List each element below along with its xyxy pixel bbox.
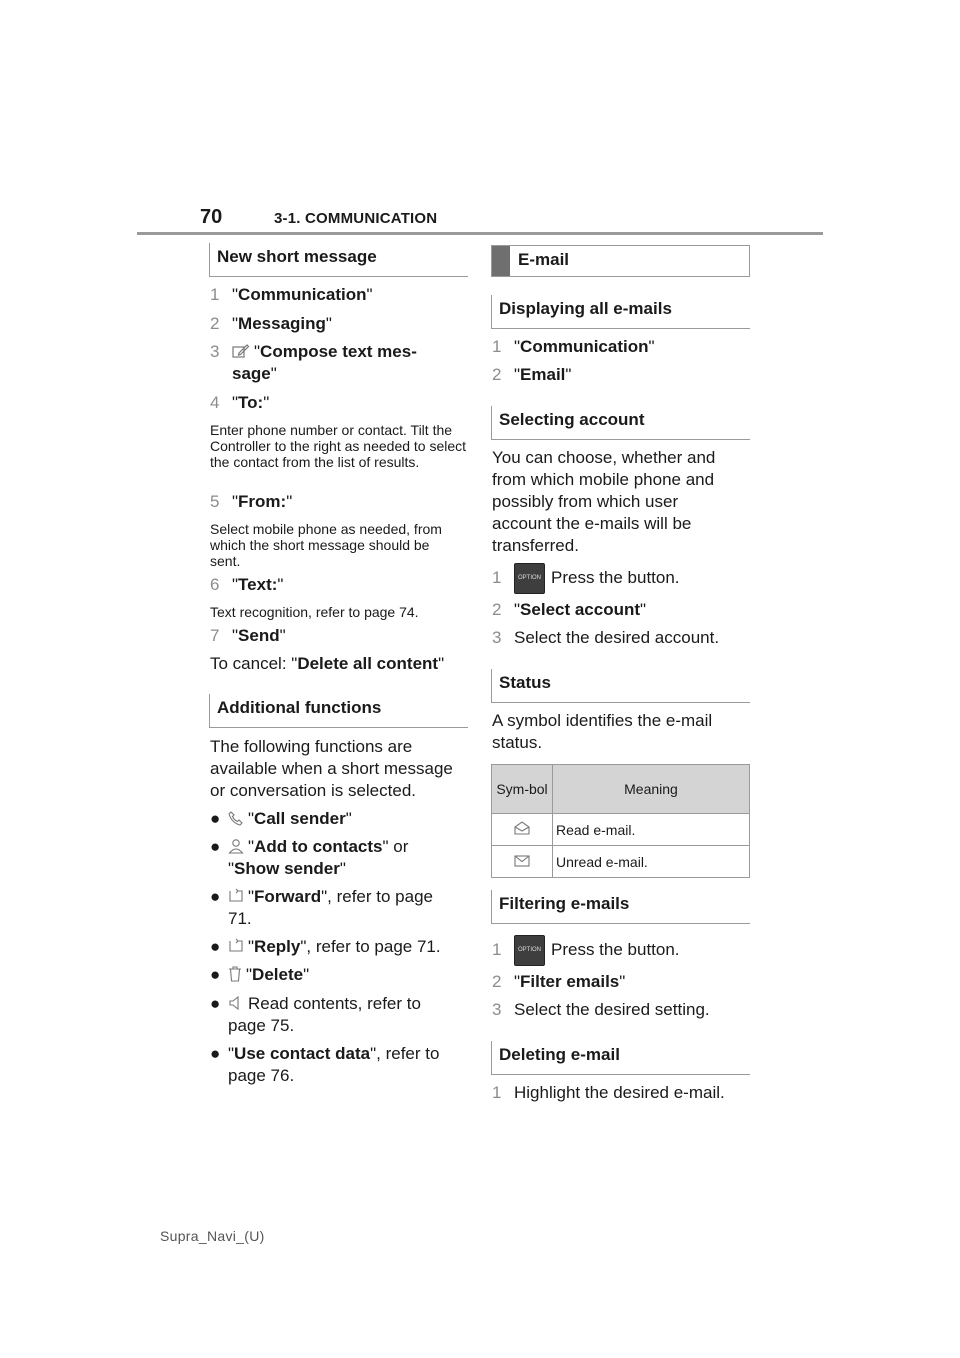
heading-new-short-message [209, 243, 468, 277]
section-marker [492, 246, 510, 276]
table-cell-meaning: Unread e-mail. [553, 846, 750, 878]
person-icon [228, 838, 244, 860]
selecting-intro: You can choose, whether and from which mobile phone and possibly from which user account the e-mails will be transferred. [492, 448, 716, 555]
bullet-use-contact-data-line2: page 76. [228, 1066, 295, 1085]
table-cell-meaning: Read e-mail. [553, 814, 750, 846]
step-send: 7 "Send" [210, 626, 286, 645]
step-communication: 1 "Communication" [210, 285, 373, 304]
step-compose-line2: sage" [232, 364, 277, 383]
heading-additional-functions: Additional functions [209, 694, 468, 728]
speaker-icon [228, 995, 244, 1017]
step-messaging: 2 "Messaging" [210, 314, 332, 333]
bullet-add-contacts-line2: "Show sender" [228, 859, 346, 878]
step-to: 4 "To:" [210, 393, 270, 412]
step-highlight-email: 1 Highlight the desired e-mail. [492, 1083, 725, 1102]
bullet: ● [210, 809, 221, 828]
bullet-call-sender: ● "Call sender" [210, 808, 352, 832]
phone-icon [228, 810, 244, 832]
heading-selecting-account: Selecting account [491, 406, 750, 440]
table-header-row [492, 765, 750, 814]
step-compose: 3 "Compose text mes- [210, 341, 417, 365]
bullet-forward-line2: 71. [228, 909, 252, 928]
status-intro: A symbol identifies the e-mail status. [492, 711, 713, 752]
bullet-read-contents-line2: page 75. [228, 1016, 295, 1035]
compose-icon [232, 343, 250, 365]
bullet-read-contents: ● Read contents, refer to [210, 993, 421, 1017]
note-text: Text recognition, refer to page 74. [210, 604, 419, 620]
forward-icon [228, 888, 244, 910]
bullet-forward: ● "Forward", refer to page [210, 886, 433, 910]
step-select-desired-setting: 3 Select the desired setting. [492, 1000, 710, 1019]
heading-text: New short message [217, 247, 377, 266]
step-text: 6 "Text:" [210, 575, 284, 594]
note-from: Select mobile phone as needed, from which the short message should be sent. [210, 521, 442, 569]
bullet-reply: ● "Reply", refer to page 71. [210, 936, 441, 960]
heading-status: Status [491, 669, 750, 703]
step-communication-email: 1 "Communication" [492, 337, 655, 356]
trash-icon [228, 966, 242, 988]
open-envelope-icon [514, 822, 530, 838]
heading-filtering-emails: Filtering e-mails [491, 890, 750, 924]
note-to: Enter phone number or contact. Tilt the Controller to the right as needed to select the contact from the list of results. [210, 422, 467, 470]
bullet-use-contact-data: ● "Use contact data", refer to [210, 1044, 440, 1063]
step-select-account: 2 "Select account" [492, 600, 647, 619]
option-button-icon: OPTION [514, 935, 545, 966]
option-button-icon: OPTION [514, 563, 545, 594]
additional-intro: The following functions are available when a short message or conversation is selected. [210, 737, 453, 800]
step-press-option-filter: 1 OPTION Press the button. [492, 935, 680, 966]
footer-doc-id: Supra_Navi_(U) [160, 1228, 265, 1244]
header-rule [137, 232, 823, 235]
bullet-add-contacts: ● "Add to contacts" or [210, 836, 408, 860]
heading-deleting-email: Deleting e-mail [491, 1041, 750, 1075]
table-header-symbol: Sym-bol [492, 765, 553, 814]
reply-icon [228, 938, 244, 960]
step-press-option: 1 OPTION Press the button. [492, 563, 680, 594]
step-email: 2 "Email" [492, 365, 572, 384]
heading-email: E-mail [491, 245, 750, 277]
status-symbol-table [491, 764, 750, 878]
bullet-delete: ● "Delete" [210, 964, 309, 988]
step-filter-emails: 2 "Filter emails" [492, 972, 626, 991]
step-from: 5 "From:" [210, 492, 293, 511]
section-title: 3-1. COMMUNICATION [274, 210, 438, 227]
page-number: 70 [200, 206, 223, 228]
step-select-desired-account: 3 Select the desired account. [492, 628, 720, 647]
table-row [492, 814, 750, 846]
table-row [492, 846, 750, 878]
cancel-line: To cancel: "Delete all content" [210, 654, 445, 673]
heading-displaying-emails: Displaying all e-mails [491, 295, 750, 329]
closed-envelope-icon [514, 854, 530, 870]
table-header-meaning: Meaning [553, 765, 750, 814]
